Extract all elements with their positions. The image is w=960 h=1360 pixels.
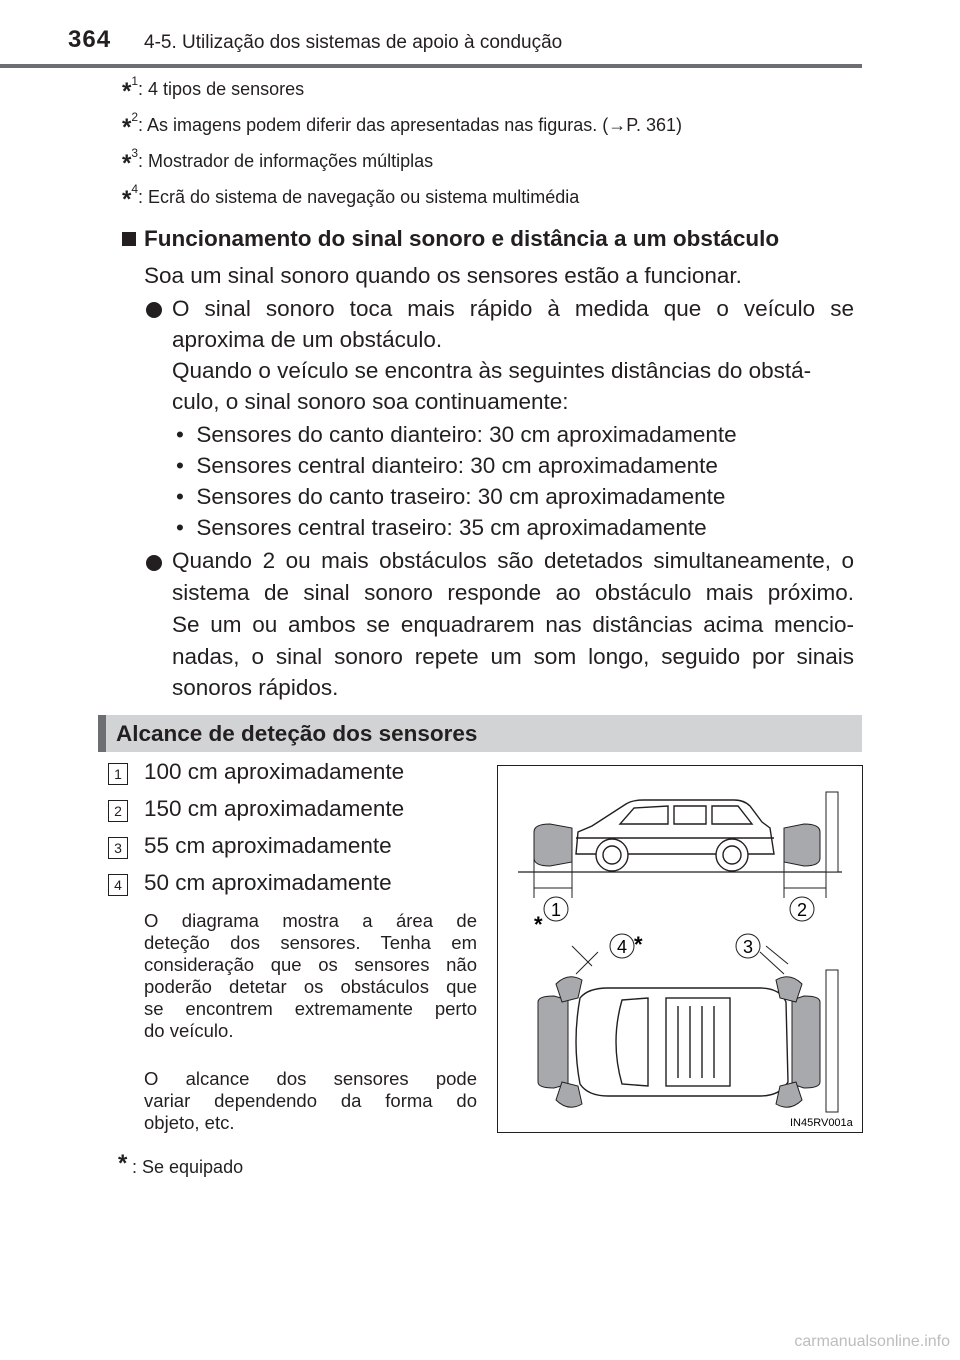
label-3 — [736, 934, 760, 958]
note-1: O diagrama mostra a área de deteção dos sensores. Tenha em consideração que os sensores não poderão detetar os obstáculos que se encontrem extremamente perto do veículo. — [144, 910, 477, 1041]
range-number-box: 1 — [108, 763, 128, 785]
asterisk-mark: * — [634, 932, 643, 957]
obstacle-bar-top — [826, 792, 838, 872]
sensor-range-figure — [497, 765, 863, 1133]
note-2: O alcance dos sensores pode variar dependendo da forma do objeto, etc. — [144, 1068, 477, 1133]
bullet1-line3: Quando o veículo se encontra às seguintes distâncias do obstá- — [172, 358, 812, 383]
buzzer-heading: Funcionamento do sinal sonoro e distância a um obstáculo — [144, 226, 780, 251]
sensor-diagram — [498, 766, 862, 1132]
label-2 — [790, 897, 814, 921]
range-number-box: 2 — [108, 800, 128, 822]
section-bar-title: Alcance de deteção dos sensores — [116, 721, 478, 746]
section-bar-edge — [98, 715, 106, 752]
figure-code: IN45RV001a — [790, 1117, 853, 1129]
rear-center-zone — [792, 996, 820, 1088]
header-rule-left — [0, 64, 108, 68]
svg-text:4: 4 — [616, 937, 628, 957]
front-center-zone — [538, 996, 568, 1088]
bullet1-line4: culo, o sinal sonoro soa continuamente: — [172, 389, 569, 414]
footer-note-text: : Se equipado — [132, 1157, 244, 1177]
bullet-dot-icon — [146, 555, 162, 571]
bullet1-line2: aproxima de um obstáculo. — [172, 327, 443, 352]
distance-item: • Sensores do canto dianteiro: 30 cm aproximadamente — [176, 422, 737, 447]
range-text: 50 cm aproximadamente — [144, 870, 392, 895]
asterisk-mark: * — [534, 912, 543, 937]
footnote-4: *$^4$: Ecrã do sistema de navegação ou sistema multimédia — [122, 182, 580, 213]
leader-line — [572, 946, 592, 966]
page-number: 364 — [68, 26, 112, 53]
svg-text:3: 3 — [742, 937, 754, 957]
range-text: 100 cm aproximadamente — [144, 759, 405, 784]
watermark: carmanualsonline.info — [794, 1333, 950, 1350]
rear-side-zone — [784, 824, 820, 866]
range-text: 150 cm aproximadamente — [144, 796, 405, 821]
leader-line — [760, 952, 784, 974]
footnote-1: *$^1$: 4 tipos de sensores — [122, 74, 305, 105]
distance-item: • Sensores do canto traseiro: 30 cm aproximadamente — [176, 484, 726, 509]
section-square-icon — [122, 232, 136, 246]
footnote-2: *$^2$: As imagens podem diferir das apresentadas nas figuras. (→P. 361) — [122, 110, 682, 141]
bullet-dot-icon — [146, 302, 162, 318]
distance-item: • Sensores central dianteiro: 30 cm aproximadamente — [176, 453, 718, 478]
label-4 — [610, 934, 634, 958]
svg-text:1: 1 — [550, 900, 562, 920]
bullet2-line2: sistema de sinal sonoro responde ao obstáculo mais próximo. — [172, 580, 854, 605]
bullet1-line1: O sinal sonoro toca mais rápido à medida que o veículo se — [172, 296, 854, 321]
footnote-3: *$^3$: Mostrador de informações múltiplas — [122, 146, 434, 177]
section-title: 4-5. Utilização dos sistemas de apoio à condução — [144, 32, 563, 53]
car-top-view — [576, 988, 788, 1096]
header-rule — [108, 64, 862, 68]
bullet2-line5: sonoros rápidos. — [172, 675, 339, 700]
bullet2-line1: Quando 2 ou mais obstáculos são detetados simultaneamente, o — [172, 548, 854, 573]
front-side-zone — [534, 824, 572, 866]
footer-asterisk: * — [118, 1150, 128, 1177]
label-1 — [544, 897, 568, 921]
svg-text:2: 2 — [796, 900, 808, 920]
range-number-box: 4 — [108, 874, 128, 896]
leader-line — [766, 946, 788, 964]
leader-line — [576, 952, 598, 974]
distance-item: • Sensores central traseiro: 35 cm aproximadamente — [176, 515, 707, 540]
buzzer-intro: Soa um sinal sonoro quando os sensores estão a funcionar. — [144, 263, 742, 288]
range-text: 55 cm aproximadamente — [144, 833, 392, 858]
range-number-box: 3 — [108, 837, 128, 859]
bullet2-line3: Se um ou ambos se enquadrarem nas distâncias acima mencio- — [172, 612, 854, 637]
bullet2-line4: nadas, o sinal sonoro repete um som longo, seguido por sinais — [172, 644, 854, 669]
obstacle-bar-bottom — [826, 970, 838, 1112]
